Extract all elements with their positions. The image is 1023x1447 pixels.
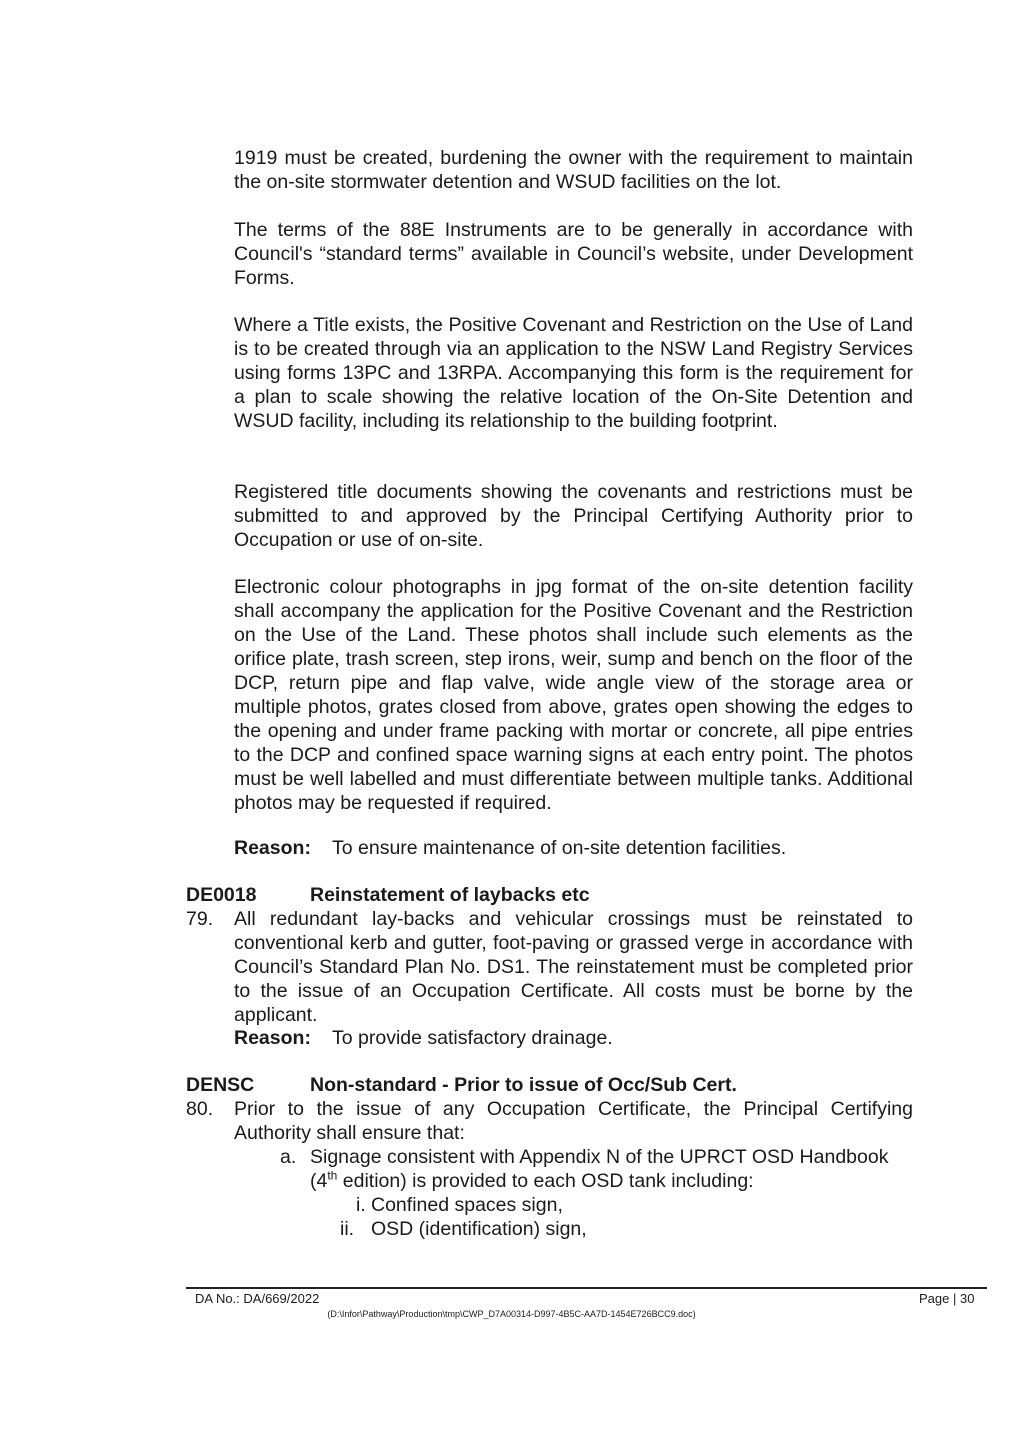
condition-number-79: 79. [186, 908, 214, 930]
condition-code-de0018: DE0018 [186, 884, 257, 906]
sub-item-letter-a: a. [280, 1146, 297, 1168]
sub-item-a-sup: th [327, 1168, 338, 1183]
condition-text-79: All redundant lay-backs and vehicular crossings must be reinstated to conventional kerb and gutter, foot-paving or grassed verge in accordance with Council’s Standard Plan No. DS1. The reinstatement must be completed prior to the issue of an Occupation Certificate. All costs must be borne by the applicant. [234, 908, 913, 1026]
footer-page-number: Page | 30 [919, 1291, 975, 1306]
condition-number-80: 80. [186, 1098, 214, 1120]
roman-numeral-ii: ii. [340, 1218, 355, 1240]
condition-heading-non-standard: Non-standard - Prior to issue of Occ/Sub Cert. [310, 1074, 737, 1096]
list-item-confined-spaces-sign: Confined spaces sign, [371, 1194, 563, 1216]
reason-drainage [234, 1026, 913, 1050]
condition-code-densc: DENSC [186, 1074, 255, 1096]
condition-text-80: Prior to the issue of any Occupation Certificate, the Principal Certifying Authority shall ensure that: [234, 1098, 913, 1144]
condition-heading-laybacks: Reinstatement of laybacks etc [310, 884, 590, 906]
paragraph-title-exists: Where a Title exists, the Positive Covenant and Restriction on the Use of Land is to be created through via an application to the NSW Land Registry Services using forms 13PC and 13RPA. Accompanying this form is the requirement for a plan to scale showing the relative location of the On-Site Detention and WSUD facility, including its relationship to the building footprint. [234, 314, 913, 432]
sub-item-text-a [310, 1145, 913, 1193]
paragraph-registered-title: Registered title documents showing the covenants and restrictions must be submitted to and approved by the Principal Certifying Authority prior to Occupation or use of on-site. [234, 481, 913, 551]
reason-label: Reason: [234, 1027, 311, 1049]
footer-file-path: (D:\Infor\Pathway\Production\tmp\CWP_D7A00314-D997-4B5C-AA7D-1454E726BCC9.doc) [327, 1309, 696, 1319]
list-item-osd-identification-sign: OSD (identification) sign, [371, 1218, 587, 1240]
footer-divider [186, 1287, 987, 1289]
reason-osd-maintenance [234, 836, 913, 860]
reason-text: To provide satisfactory drainage. [332, 1027, 613, 1049]
footer-da-number: DA No.: DA/669/2022 [195, 1291, 320, 1306]
roman-numeral-i: i. [356, 1194, 366, 1216]
sub-item-a-post: edition) is provided to each OSD tank including: [337, 1170, 754, 1192]
sub-item-a-pre: (4 [310, 1170, 328, 1192]
paragraph-electronic-photos: Electronic colour photographs in jpg format of the on-site detention facility shall accompany the application for the Positive Covenant and the Restriction on the Use of the Land. These photos shall include such elements as the orifice plate, trash screen, step irons, weir, sump and bench on the floor of the DCP, return pipe and flap valve, wide angle view of the storage area or multiple photos, grates closed from above, grates open showing the edges to the opening and under frame packing with mortar or concrete, all pipe entries to the DCP and confined space warning signs at each entry point. The photos must be well labelled and must differentiate between multiple tanks. Additional photos may be requested if required. [234, 576, 913, 814]
reason-label: Reason: [234, 837, 311, 859]
paragraph-covenant-1919: 1919 must be created, burdening the owner with the requirement to maintain the on-site stormwater detention and WSUD facilities on the lot. [234, 147, 913, 193]
paragraph-88e-terms: The terms of the 88E Instruments are to be generally in accordance with Council's “standard terms” available in Council’s website, under Development Forms. [234, 219, 913, 289]
reason-text: To ensure maintenance of on-site detention facilities. [332, 837, 787, 859]
sub-item-a-line1: Signage consistent with Appendix N of the UPRCT OSD Handbook [310, 1146, 889, 1168]
